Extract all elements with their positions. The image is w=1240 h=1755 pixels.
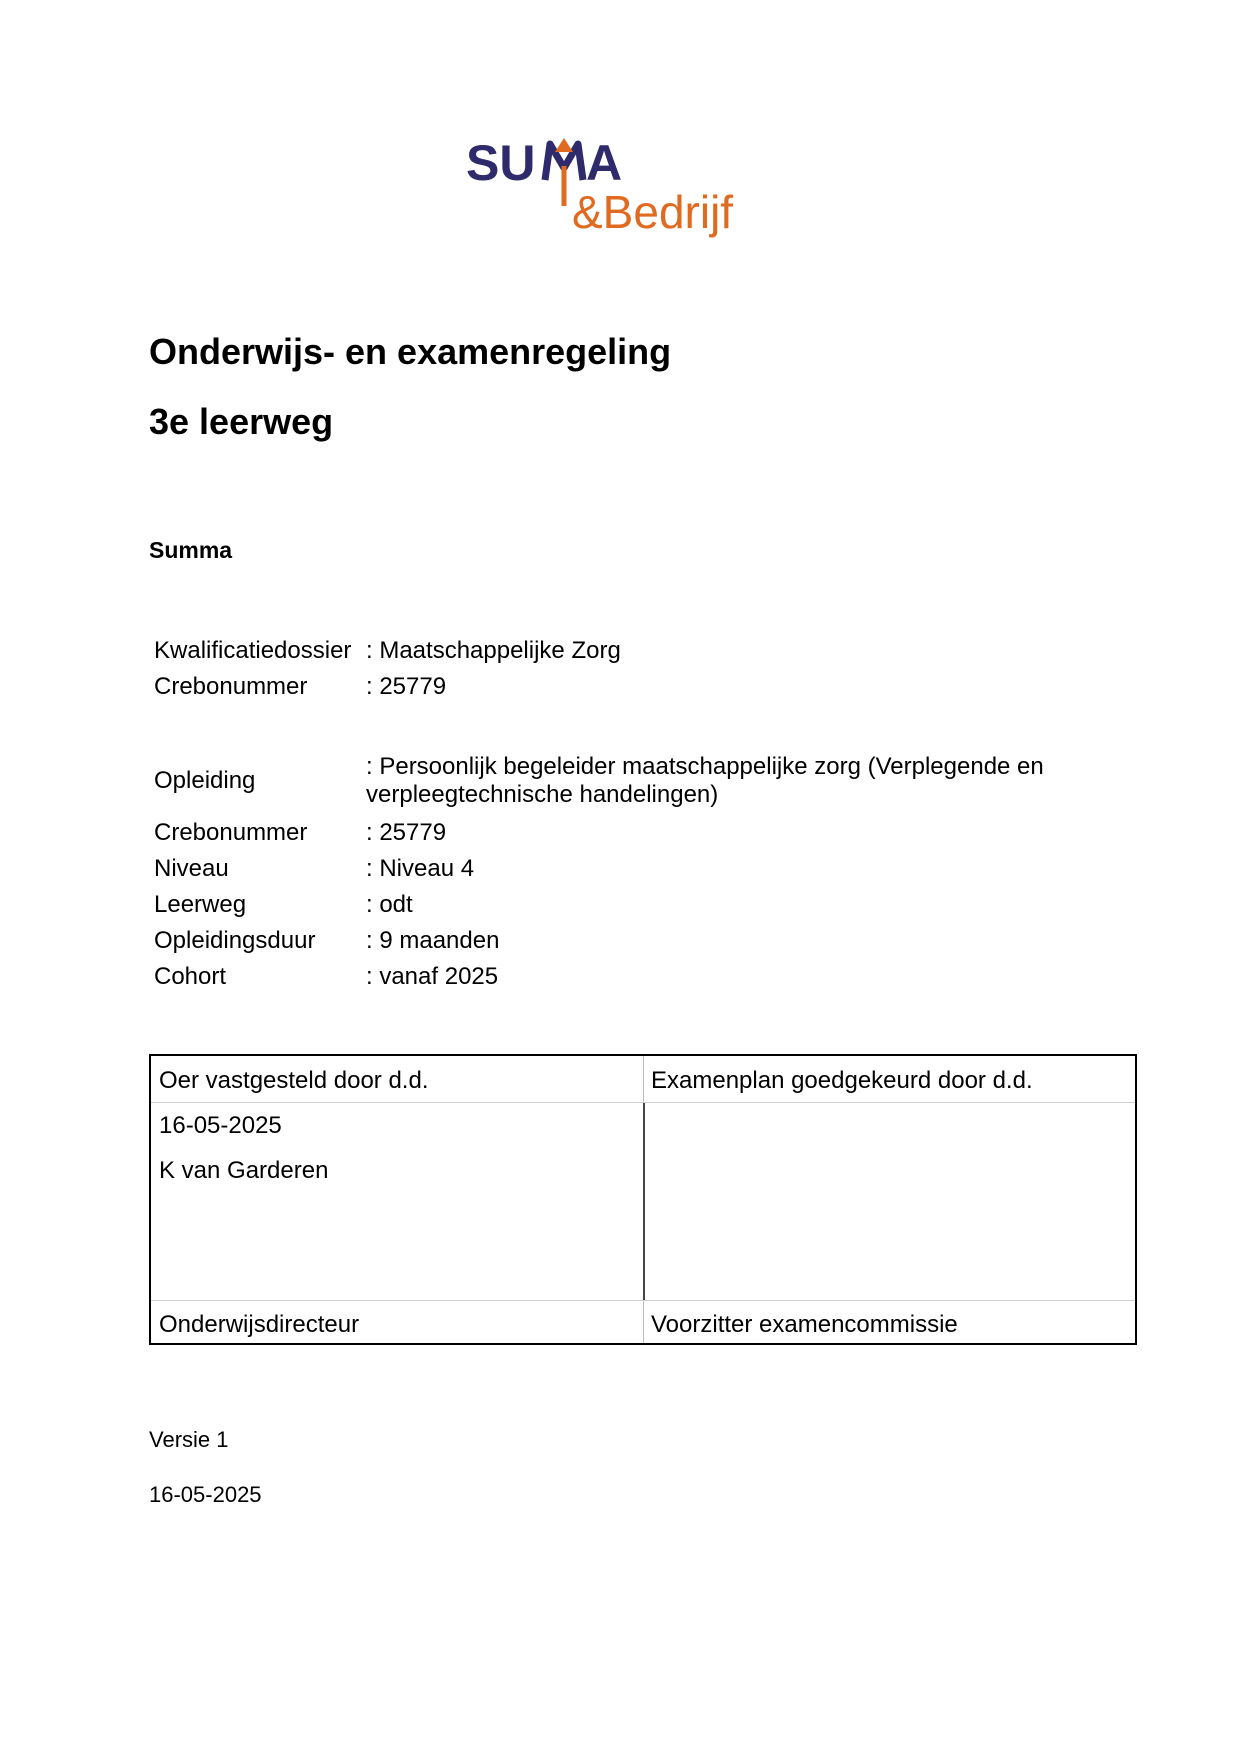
summa-bedrijf-logo — [466, 136, 766, 246]
info-label: Opleidingsduur — [154, 927, 316, 954]
signature-date: 16-05-2025 — [159, 1112, 282, 1139]
info-label: Crebonummer — [154, 673, 308, 700]
document-subtitle: 3e leerweg — [149, 401, 334, 442]
version-label: Versie 1 — [149, 1427, 229, 1452]
info-value: : Niveau 4 — [366, 855, 475, 882]
info-value: : 25779 — [366, 673, 447, 700]
info-label: Leerweg — [154, 891, 247, 918]
logo-subtext: &Bedrijf — [572, 186, 734, 238]
table-divider — [151, 1102, 1135, 1103]
info-label: Cohort — [154, 963, 227, 990]
svg-text:SU: SU — [466, 136, 536, 191]
info-value: : 25779 — [366, 819, 447, 846]
right-header-cell: Examenplan goedgekeurd door d.d. — [651, 1067, 1033, 1094]
info-value: : vanaf 2025 — [366, 963, 499, 990]
table-divider — [151, 1300, 1135, 1301]
signature-table — [149, 1054, 1137, 1345]
organisation-name: Summa — [149, 537, 233, 563]
document-title: Onderwijs- en examenregeling — [149, 331, 672, 372]
signature-name: K van Garderen — [159, 1157, 329, 1184]
info-label: Kwalificatiedossier — [154, 637, 352, 664]
version-date: 16-05-2025 — [149, 1482, 262, 1507]
info-value: : odt — [366, 891, 413, 918]
svg-text:A: A — [586, 136, 623, 191]
left-footer-cell: Onderwijsdirecteur — [159, 1311, 360, 1338]
info-label: Crebonummer — [154, 819, 308, 846]
left-header-cell: Oer vastgesteld door d.d. — [159, 1067, 429, 1094]
info-value: : Maatschappelijke Zorg — [366, 637, 621, 664]
info-label: Opleiding — [154, 767, 256, 794]
info-value: : 9 maanden — [366, 927, 500, 954]
table-divider — [643, 1102, 645, 1300]
logo-graphic — [466, 136, 766, 246]
info-value: : Persoonlijk begeleider maatschappelijke zorg (Verplegende en verpleegtechnische handelingen) — [366, 753, 1044, 808]
right-footer-cell: Voorzitter examencommissie — [651, 1311, 958, 1338]
info-label: Niveau — [154, 855, 229, 882]
